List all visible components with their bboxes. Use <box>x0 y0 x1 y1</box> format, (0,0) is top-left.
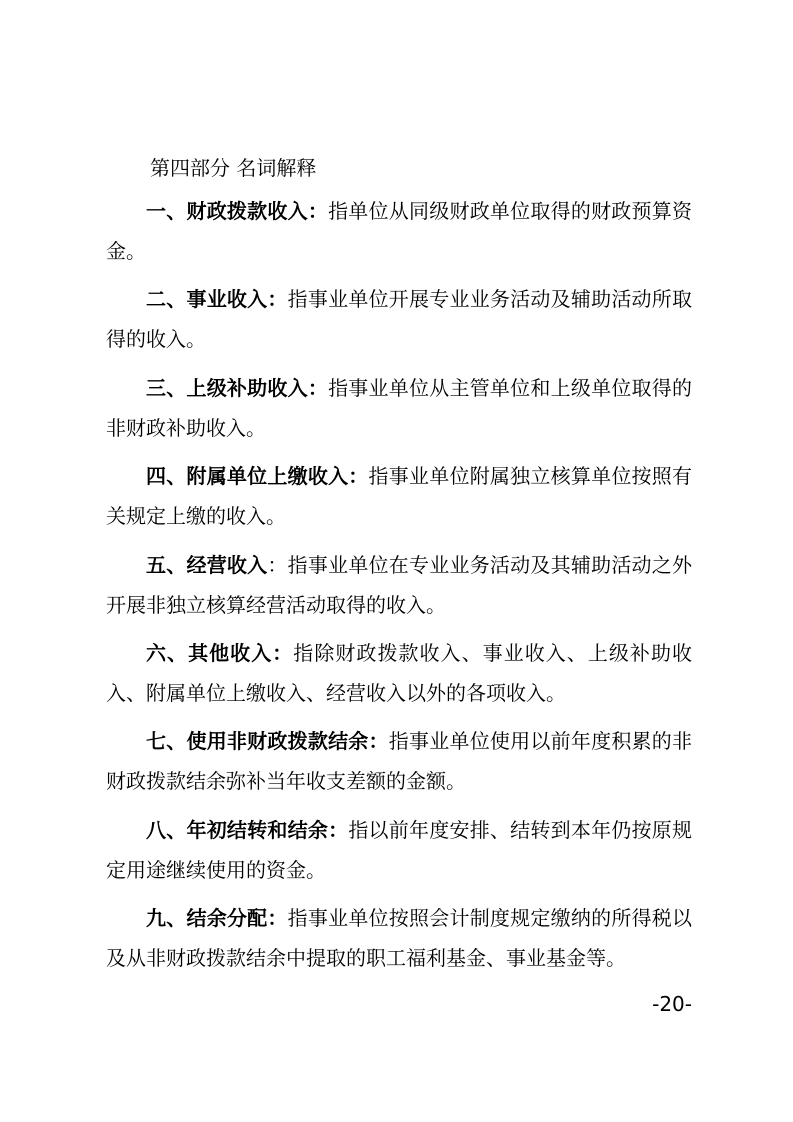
glossary-definition: 指事业单位从主管单位和上级单位取得的非财政补助收入。 <box>106 375 693 440</box>
glossary-entry <box>106 192 692 272</box>
glossary-definition: ：指事业单位在专业业务活动及其辅助活动之外开展非独立核算经营活动取得的收入。 <box>106 552 693 617</box>
glossary-entry <box>106 634 692 714</box>
glossary-term: 五、经营收入 <box>146 552 268 577</box>
page-number: -20- <box>652 992 692 1016</box>
section-title: 第四部分 名词解释 <box>150 156 317 180</box>
glossary-entry <box>106 811 692 891</box>
glossary-list <box>106 192 692 988</box>
glossary-definition: 指事业单位按照会计制度规定缴纳的所得税以及从非财政拨款结余中提取的职工福利基金、事业基金等。 <box>106 906 693 971</box>
glossary-definition: 指以前年度安排、结转到本年仍按原规定用途继续使用的资金。 <box>106 817 693 882</box>
glossary-definition: 指事业单位开展专业业务活动及辅助活动所取得的收入。 <box>106 287 693 352</box>
glossary-term: 七、使用非财政拨款结余： <box>146 729 389 754</box>
glossary-term: 二、事业收入： <box>146 287 288 312</box>
glossary-term: 三、上级补助收入： <box>146 375 329 400</box>
glossary-term: 一、财政拨款收入： <box>146 199 329 223</box>
glossary-entry <box>106 369 692 449</box>
glossary-entry <box>106 899 692 979</box>
glossary-term: 九、结余分配： <box>146 906 288 931</box>
glossary-term: 四、附属单位上缴收入： <box>146 464 369 489</box>
glossary-entry <box>106 280 692 360</box>
glossary-entry <box>106 546 692 626</box>
glossary-entry <box>106 457 692 537</box>
glossary-entry <box>106 722 692 802</box>
glossary-definition: 指事业单位使用以前年度积累的非财政拨款结余弥补当年收支差额的金额。 <box>106 729 693 794</box>
glossary-term: 八、年初结转和结余： <box>146 817 349 842</box>
glossary-definition: 指事业单位附属独立核算单位按照有关规定上缴的收入。 <box>106 464 693 529</box>
glossary-definition: 指单位从同级财政单位取得的财政预算资金。 <box>106 199 693 263</box>
glossary-definition: 指除财政拨款收入、事业收入、上级补助收入、附属单位上缴收入、经营收入以外的各项收入。 <box>106 641 693 705</box>
glossary-term: 六、其他收入： <box>146 641 294 666</box>
